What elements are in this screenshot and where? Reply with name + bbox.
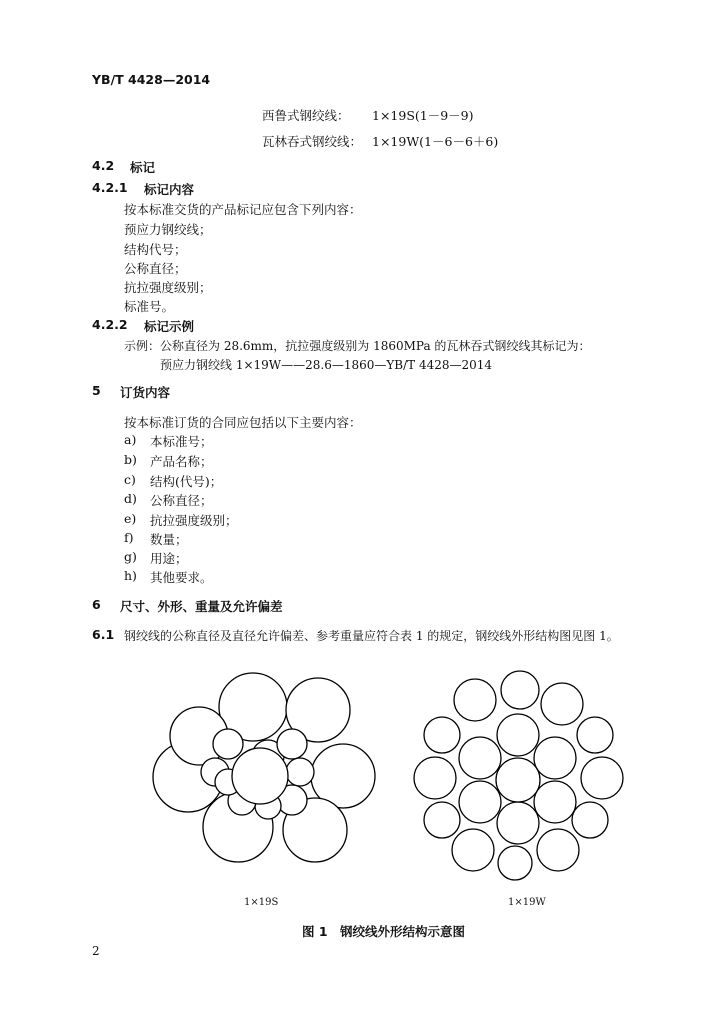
order-item-letter: a) — [124, 432, 137, 447]
section-5-number: 5 — [92, 383, 101, 398]
structure-value-seale: 1×19S(1－9－9) — [372, 108, 474, 123]
order-item-letter: c) — [124, 472, 136, 487]
order-item-letter: e) — [124, 511, 137, 526]
strand-diagram-1x19s — [140, 660, 380, 890]
doc-code: YB/T 4428—2014 — [92, 72, 211, 87]
structure-label-warrington: 瓦林吞式钢绞线： — [262, 134, 363, 149]
order-item-text: 用途； — [150, 551, 188, 566]
order-item-text: 结构(代号)； — [150, 474, 223, 489]
section-4-2-2-number: 4.2.2 — [92, 317, 128, 332]
section-6-1-number: 6.1 — [92, 627, 115, 642]
section-4-2-title: 标记 — [130, 160, 156, 175]
mark-item: 抗拉强度级别； — [124, 280, 212, 295]
strand-diagram-1x19w — [410, 660, 630, 890]
order-item-letter: f) — [124, 530, 134, 545]
mark-item: 结构代号； — [124, 242, 187, 257]
order-item-text: 其他要求。 — [150, 570, 213, 585]
section-5-title: 订货内容 — [120, 385, 171, 400]
section-4-2-number: 4.2 — [92, 158, 115, 173]
section-6-number: 6 — [92, 597, 101, 612]
order-item-text: 数量； — [150, 532, 188, 547]
figure-right-label: 1×19W — [508, 897, 546, 908]
section-4-2-1-title: 标记内容 — [144, 182, 195, 197]
section-4-2-2-title: 标记示例 — [144, 319, 195, 334]
order-item-text: 公称直径； — [150, 493, 213, 508]
order-item-letter: h) — [124, 568, 137, 583]
section-4-2-1-number: 4.2.1 — [92, 180, 128, 195]
mark-example: 示例：公称直径为 28.6mm，抗拉强度级别为 1860MPa 的瓦林吞式钢绞线其标记为： — [124, 339, 591, 353]
order-item-text: 本标准号； — [150, 434, 213, 449]
section-6-1-text: 钢绞线的公称直径及直径允许偏差、参考重量应符合表 1 的规定，钢绞线外形结构图见图 1。 — [124, 629, 619, 643]
page-number: 2 — [92, 944, 100, 958]
figure-caption-number: 图 1 — [302, 924, 328, 939]
section-6-title: 尺寸、外形、重量及允许偏差 — [120, 599, 283, 614]
mark-item: 公称直径； — [124, 261, 187, 276]
mark-item: 标准号。 — [124, 299, 175, 314]
figure-left-label: 1×19S — [244, 897, 279, 908]
structure-label-seale: 西鲁式钢绞线： — [262, 108, 350, 123]
order-item-letter: d) — [124, 491, 137, 506]
mark-example-value: 预应力钢绞线 1×19W——28.6—1860—YB/T 4428—2014 — [160, 358, 493, 372]
section-5-intro: 按本标准订货的合同应包括以下主要内容： — [124, 415, 362, 430]
structure-value-warrington: 1×19W(1－6－6＋6) — [372, 134, 499, 149]
order-item-letter: b) — [124, 452, 137, 467]
order-item-text: 抗拉强度级别； — [150, 513, 238, 528]
order-item-letter: g) — [124, 549, 137, 564]
mark-item: 预应力钢绞线； — [124, 222, 212, 237]
order-item-text: 产品名称； — [150, 454, 213, 469]
section-4-2-1-intro: 按本标准交货的产品标记应包含下列内容： — [124, 202, 362, 217]
figure-caption-text: 钢绞线外形结构示意图 — [340, 924, 466, 939]
